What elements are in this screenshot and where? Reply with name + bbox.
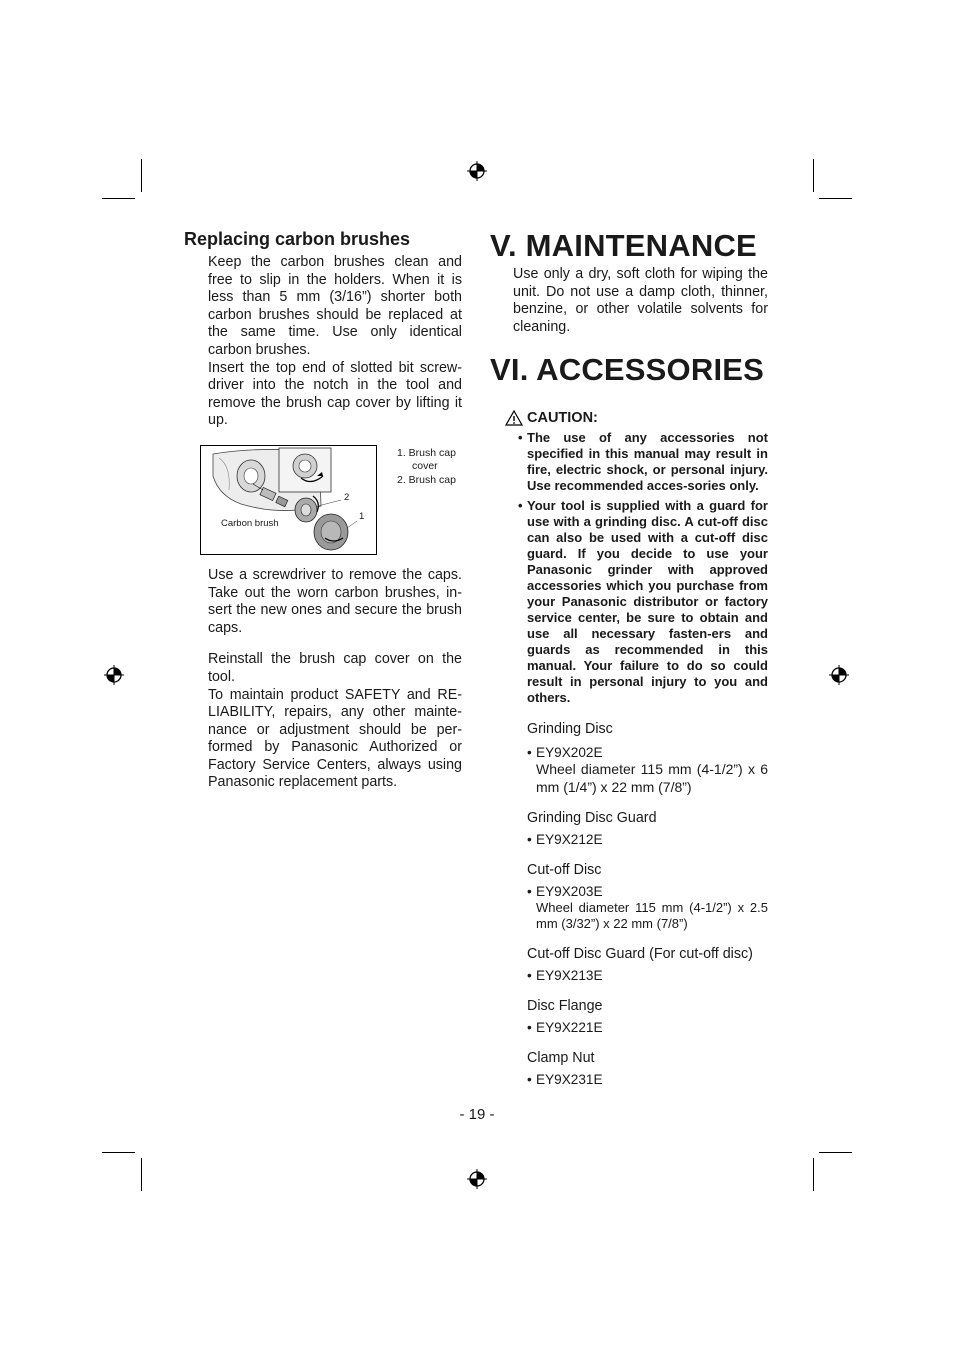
callout-number: 1 xyxy=(359,510,365,522)
accessory-item xyxy=(527,967,768,984)
accessory-code: EY9X203E xyxy=(536,884,603,900)
paragraph: Use a screwdriver to remove the caps. Take out the worn carbon brushes, in-sert the new ones and secure the brush caps. xyxy=(208,566,462,636)
accessory-desc: Wheel diameter 115 mm (4-1/2”) x 6 mm (1/4”) x 22 mm (7/8”) xyxy=(536,761,768,795)
accessory-code: EY9X212E xyxy=(536,832,603,848)
accessory-item xyxy=(527,1071,768,1088)
accessory-title: Clamp Nut xyxy=(527,1050,595,1067)
legend-item: cover xyxy=(412,459,438,472)
accessory-code: EY9X231E xyxy=(536,1072,603,1088)
accessory-entry xyxy=(527,809,768,848)
bullet-mark: • xyxy=(518,430,523,446)
crop-mark xyxy=(819,1152,852,1153)
carbon-brush-figure xyxy=(200,445,456,555)
accessory-item xyxy=(527,831,768,848)
accessory-item xyxy=(527,1019,768,1036)
crop-mark xyxy=(102,1152,135,1153)
crop-mark xyxy=(813,1158,814,1191)
crop-mark xyxy=(141,159,142,192)
crop-mark xyxy=(819,198,852,199)
crop-mark xyxy=(102,198,135,199)
registration-mark-icon xyxy=(467,161,487,181)
crop-mark xyxy=(141,1158,142,1191)
page-number: - 19 - xyxy=(459,1106,495,1123)
accessory-entry xyxy=(527,1049,768,1088)
maintenance-heading: V. MAINTENANCE xyxy=(490,228,757,263)
accessories-list xyxy=(527,720,768,1088)
registration-mark-icon xyxy=(467,1169,487,1189)
accessory-title: Cut-off Disc xyxy=(527,862,602,879)
callout-number: 2 xyxy=(344,491,350,503)
caution-list xyxy=(490,430,768,706)
bullet-mark: • xyxy=(527,1072,532,1088)
bullet-text: The use of any accessories not specified in this manual may result in fire, electric shock, or personal injury. Use recommended acces-sories only. xyxy=(527,430,768,494)
registration-mark-icon xyxy=(104,665,124,685)
caution-header xyxy=(505,410,768,426)
paragraph: Keep the carbon brushes clean and free to slip in the holders. When it is less than 5 mm (3/16”) shorter both carbon brushes should be replaced at the same time. Use only identical carbon brushes. xyxy=(208,254,462,358)
accessory-title: Cut-off Disc Guard (For cut-off disc) xyxy=(527,946,753,963)
accessory-entry xyxy=(527,861,768,932)
accessory-desc: Wheel diameter 115 mm (4-1/2”) x 2.5 mm (3/32”) x 22 mm (7/8”) xyxy=(536,900,768,932)
accessory-code: EY9X221E xyxy=(536,1020,603,1036)
bullet-mark: • xyxy=(518,498,523,514)
legend-item: 2. Brush cap xyxy=(397,473,456,486)
registration-mark-icon xyxy=(829,665,849,685)
accessory-entry xyxy=(527,997,768,1036)
accessory-entry xyxy=(527,945,768,984)
accessory-item xyxy=(527,883,768,932)
caution-bullet xyxy=(518,498,768,706)
bullet-mark: • xyxy=(527,745,532,761)
carbon-brush-illustration xyxy=(201,446,376,554)
right-column xyxy=(490,228,768,1088)
crop-mark xyxy=(813,159,814,192)
accessory-item xyxy=(527,744,768,796)
figure-legend xyxy=(397,446,456,487)
bullet-mark: • xyxy=(527,968,532,984)
accessories-heading: VI. ACCESSORIES xyxy=(490,352,765,388)
warning-triangle-icon xyxy=(505,410,523,426)
paragraph: Insert the top end of slotted bit screw-driver into the notch in the tool and remove the brush cap cover by lifting it up. xyxy=(208,359,462,429)
accessory-code: EY9X213E xyxy=(536,968,603,984)
caution-bullet xyxy=(518,430,768,494)
paragraph: Use only a dry, soft cloth for wiping the unit. Do not use a damp cloth, thinner, benzine, or other volatile solvents for cleaning. xyxy=(513,266,768,335)
callout-label: Carbon brush xyxy=(221,517,279,529)
accessory-title: Grinding Disc Guard xyxy=(527,810,657,827)
left-column xyxy=(184,228,462,792)
legend-item: 1. Brush cap xyxy=(397,446,456,459)
accessory-title: Grinding Disc xyxy=(527,721,613,738)
bullet-mark: • xyxy=(527,884,532,900)
caution-label: CAUTION: xyxy=(527,410,598,427)
paragraph: Reinstall the brush cap cover on the tool. xyxy=(208,651,462,685)
paragraph: To maintain product SAFETY and RE-LIABILITY, repairs, any other mainte-nance or adjustment should be per-formed by Panasonic Authorized or Factory Service Centers, always using Panasonic replacement parts. xyxy=(208,686,462,791)
accessory-title: Disc Flange xyxy=(527,998,603,1015)
accessory-code: EY9X202E xyxy=(536,745,603,761)
bullet-text: Your tool is supplied with a guard for use with a grinding disc. A cut-off disc can also be used with a cut-off disc guard. If you decide to use your Panasonic grinder with approved accessories which you purchase from your Panasonic distributor or factory service center, be sure to obtain and use all necessary fasten-ers and guards as recommended in this manual. Your failure to do so could result in personal injury to you and others. xyxy=(527,498,768,706)
accessory-entry xyxy=(527,720,768,796)
bullet-mark: • xyxy=(527,832,532,848)
section-heading: Replacing carbon brushes xyxy=(184,229,411,249)
bullet-mark: • xyxy=(527,1020,532,1036)
